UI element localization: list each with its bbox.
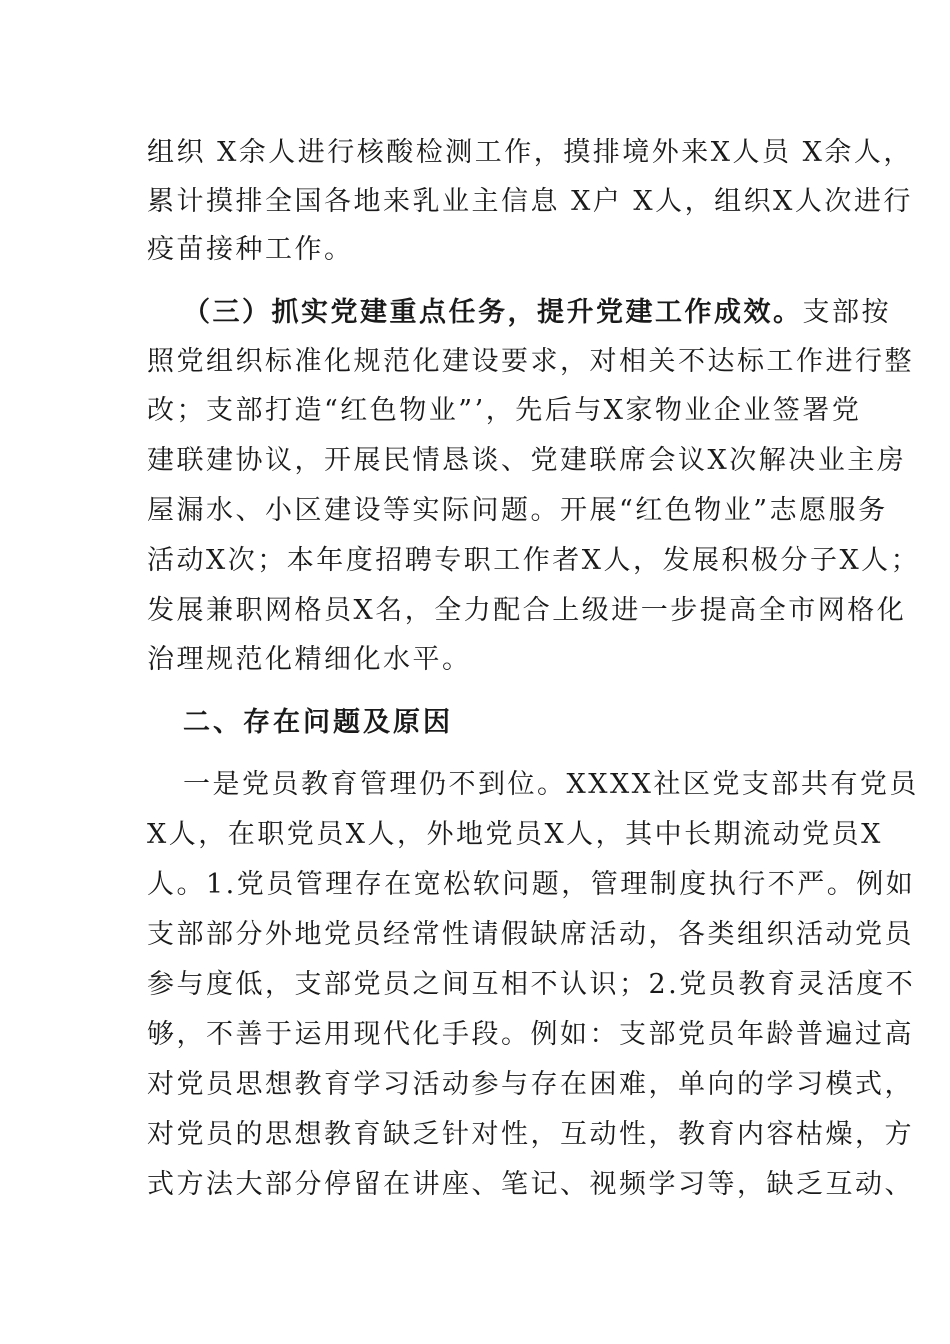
para3-line-2: X人，在职党员X人，外地党员X人，其中长期流动党员X: [147, 819, 883, 850]
para1-line-1: 组织 X余人进行核酸检测工作，摸排境外来X人员 X余人，: [147, 137, 913, 168]
section-heading: 二、存在问题及原因: [183, 707, 453, 738]
para2-bold-lead: （三）抓实党建重点任务，提升党建工作成效。: [183, 297, 803, 328]
para3-line-8: 对党员的思想教育缺乏针对性，互动性，教育内容枯燥，方: [147, 1119, 914, 1150]
para2-line-7: 发展兼职网格员X名，全力配合上级进一步提高全市网格化: [147, 595, 907, 626]
para3-line-5: 参与度低，支部党员之间互相不认识；2.党员教育灵活度不: [147, 969, 916, 1000]
para3-line-4: 支部部分外地党员经常性请假缺席活动，各类组织活动党员: [147, 919, 914, 950]
para1-line-3: 疫苗接种工作。: [147, 234, 354, 265]
para3-line-3: 人。1.党员管理存在宽松软问题，管理制度执行不严。例如: [147, 869, 916, 900]
para3-line-9: 式方法大部分停留在讲座、笔记、视频学习等，缺乏互动、: [147, 1169, 914, 1200]
para2-line-2: 照党组织标准化规范化建设要求，对相关不达标工作进行整: [147, 346, 914, 377]
para2-lead-rest: 支部按: [802, 297, 891, 328]
para3-line-1: 一是党员教育管理仍不到位。XXXX社区党支部共有党员: [183, 769, 919, 800]
para1-line-2: 累计摸排全国各地来乳业主信息 X户 X人，组织X人次进行: [147, 186, 913, 217]
para3-line-7: 对党员思想教育学习活动参与存在困难，单向的学习模式，: [147, 1069, 914, 1100]
para2-line-5: 屋漏水、小区建设等实际问题。开展“红色物业”志愿服务: [147, 495, 888, 526]
para2-line-8: 治理规范化精细化水平。: [147, 644, 472, 675]
para2-line-3: 改；支部打造“红色物业”’，先后与X家物业企业签署党: [147, 395, 862, 426]
para2-line-6: 活动X次；本年度招聘专职工作者X人，发展积极分子X人；: [147, 545, 921, 576]
para3-line-6: 够，不善于运用现代化手段。例如：支部党员年龄普遍过高: [147, 1019, 914, 1050]
para2-first-line: [183, 296, 891, 330]
para2-line-4: 建联建协议，开展民情恳谈、党建联席会议X次解决业主房: [147, 445, 907, 476]
